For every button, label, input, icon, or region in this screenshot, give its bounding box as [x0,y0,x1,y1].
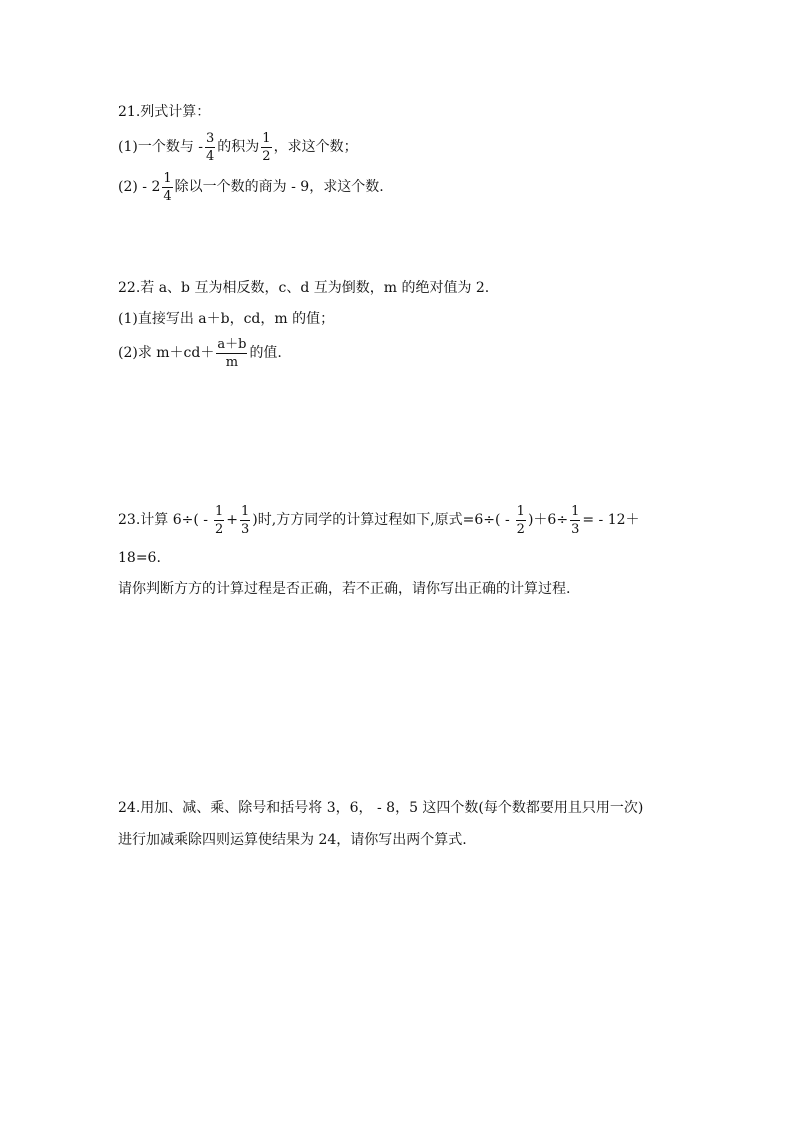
q24-line2: 进行加减乘除四则运算使结果为 24，请你写出两个算式. [118,832,467,848]
q22-title: 22.若 a、b 互为相反数，c、d 互为倒数，m 的绝对值为 2. [118,280,490,296]
q24-line1: 24.用加、减、乘、除号和括号将 3，6， - 8，5 这四个数(每个数都要用且只用一次) [118,800,644,816]
fraction: $\frac{1}{3}$ [241,503,250,537]
fraction: $\frac{1}{2}$ [262,130,271,164]
fraction: $\frac{a+b}{m}$ [217,336,247,370]
q21-part1: (1)一个数与 - $\frac{3}{4}$ 的积为 $\frac{1}{2}$ ，求这个数； [118,130,358,164]
fraction: $\frac{1}{4}$ [163,170,172,204]
fraction: $\frac{1}{3}$ [571,503,580,537]
q21-part2: (2) - 2 $\frac{1}{4}$ 除以一个数的商为 - 9，求这个数. [118,170,384,204]
q22-part2: (2)求 m＋cd＋ $\frac{a+b}{m}$ 的值. [118,336,282,370]
q21-title: 21.列式计算： [118,104,211,120]
fraction: $\frac{3}{4}$ [206,130,215,164]
q23-line2: 18=6. [118,550,161,566]
q23-line3: 请你判断方方的计算过程是否正确，若不正确，请你写出正确的计算过程. [118,581,571,597]
fraction: $\frac{1}{2}$ [516,503,525,537]
fraction: $\frac{1}{2}$ [215,503,224,537]
q23-line1: 23.计算 6÷( - $\frac{1}{2}$ + $\frac{1}{3}$ )时,方方同学的计算过程如下,原式=6÷( - $\frac{1}{2}$ )＋6÷ $\frac{1}{3}$ = - 12＋ [118,503,640,537]
q22-part1: (1)直接写出 a＋b，cd，m 的值； [118,311,335,327]
